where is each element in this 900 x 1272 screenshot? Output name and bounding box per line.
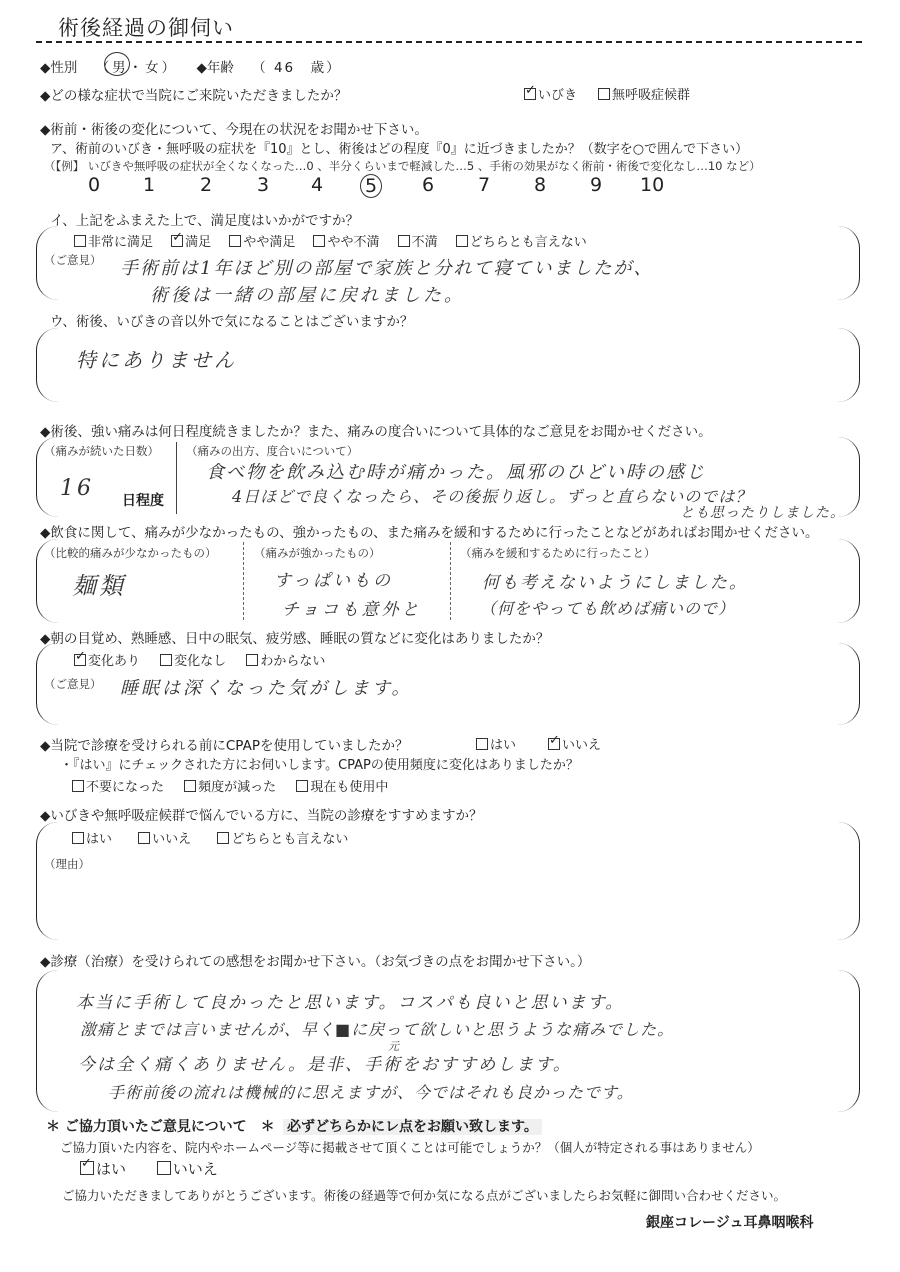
scale-value[interactable]: 7 <box>478 174 491 196</box>
q4-col3-answer-line2[interactable]: （何をやっても飲めば痛いので） <box>480 599 736 618</box>
q5-answer[interactable]: 睡眠は深くなった気がします。 <box>120 678 413 699</box>
scale-value[interactable]: 9 <box>590 174 603 196</box>
q7-reason-label: （理由） <box>44 857 90 871</box>
footer-note <box>46 1116 542 1136</box>
q6-sub-options <box>72 776 388 795</box>
footer-option-no[interactable]: いいえ <box>157 1160 218 1178</box>
q2b-answer-line1[interactable]: 手術前は1年ほど別の部屋で家族と分れて寝ていましたが、 <box>120 258 654 279</box>
checkbox-icon[interactable] <box>184 780 196 792</box>
q4-col1-label: （比較的痛みが少なかったもの） <box>44 546 217 560</box>
option-no[interactable]: いいえ <box>138 832 191 847</box>
checkbox-icon[interactable] <box>246 654 258 666</box>
q6-option-no[interactable]: ✓ いいえ <box>548 734 601 753</box>
q2b-text: イ、上記をふまえた上で、満足度はいかがですか？ <box>50 213 360 229</box>
q3-answer-line1[interactable]: 食べ物を飲み込む時が痛かった。風邪のひどい時の感じ <box>206 462 706 483</box>
option-neither[interactable]: どちらとも言えない <box>456 235 587 250</box>
age-value[interactable]: （ 46 歳） <box>252 60 342 76</box>
option-no-change[interactable]: 変化なし <box>160 654 226 669</box>
checkbox-icon[interactable] <box>476 738 488 750</box>
checkbox-icon[interactable] <box>313 235 325 247</box>
scale-value[interactable]: 3 <box>257 174 270 196</box>
q3-divider <box>176 442 177 514</box>
q4-col2-answer-line1[interactable]: すっぱいもの <box>274 571 393 591</box>
checkbox-checked-icon[interactable] <box>524 88 536 100</box>
gender-row <box>40 56 342 76</box>
footer-note-2: 必ずどちらかにレ点をお願い致します。 <box>283 1119 542 1135</box>
checkbox-icon[interactable] <box>296 780 308 792</box>
q1-text: ◆どの様な症状で当院にご来院いただきましたか？ <box>40 88 348 104</box>
q2-example: （【例】 いびきや無呼吸の症状が全くなくなった…0 、半分くらいまで軽減した…5 、手術の効果がなく術前・術後で変化なし…10 など） <box>44 159 761 173</box>
checkbox-icon[interactable] <box>74 235 86 247</box>
checkbox-icon[interactable] <box>229 235 241 247</box>
gender-male-circle <box>104 52 130 76</box>
checkbox-icon[interactable] <box>72 780 84 792</box>
checkbox-icon[interactable] <box>138 832 150 844</box>
option-somewhat-satisfied[interactable]: やや満足 <box>229 235 295 250</box>
q8-answer-line4[interactable]: 手術前後の流れは機械的に思えますが、今ではそれも良かったです。 <box>108 1083 634 1102</box>
q2c-text: ウ、術後、いびきの音以外で気になることはございますか？ <box>50 314 414 330</box>
checkbox-checked-icon[interactable] <box>74 654 86 666</box>
q7-text: ◆いびきや無呼吸症候群で悩んでいる方に、当院の診療をすすめますか？ <box>40 808 483 824</box>
scale-value[interactable]: 6 <box>422 174 435 196</box>
q2-text: ◆術前・術後の変化について、今現在の状況をお聞かせ下さい。 <box>40 122 428 138</box>
q3-days-unit: 日程度 <box>122 493 164 509</box>
option-somewhat-dissatisfied[interactable]: やや不満 <box>313 235 379 250</box>
footer-option-yes[interactable]: ✓はい <box>80 1160 126 1178</box>
checkbox-icon[interactable] <box>160 654 172 666</box>
q5-opinion-label: （ご意見） <box>44 677 102 691</box>
q2b-answer-line2[interactable]: 術後は一緒の部屋に戻れました。 <box>150 285 465 306</box>
q3-days-value[interactable]: 16 <box>60 476 94 501</box>
scale-value[interactable]: 1 <box>143 174 156 196</box>
footer-thanks: ご協力いただきましてありがとうございます。術後の経過等で何か気になる点がございましたらお気軽に御問い合わせください。 <box>62 1188 787 1203</box>
q6-text: ◆当院で診療を受けられる前にCPAPを使用していましたか？ <box>40 738 409 754</box>
checkbox-checked-icon[interactable] <box>80 1161 94 1175</box>
option-less-frequent[interactable]: 頻度が減った <box>184 780 276 795</box>
q5-options <box>74 650 325 669</box>
q2-sub-a: ア、術前のいびき・無呼吸の症状を『10』とし、術後はどの程度『0』に近づきましたか？（数字を○で囲んで下さい） <box>50 142 749 157</box>
q1-option-snoring[interactable]: ✓ いびき <box>524 84 577 103</box>
scale-value-selected[interactable]: 5 <box>360 174 382 198</box>
option-satisfied[interactable]: ✓ 満足 <box>171 235 211 250</box>
checkbox-icon[interactable] <box>456 235 468 247</box>
q4-col1-answer[interactable]: 麺類 <box>72 572 126 600</box>
q8-answer-line2-note[interactable]: 元 <box>388 1040 402 1053</box>
option-changed[interactable]: ✓変化あり <box>74 654 140 669</box>
q8-text: ◆診療（治療）を受けられての感想をお聞かせ下さい。（お気づきの点をお聞かせ下さい。） <box>40 954 591 970</box>
gender-value[interactable]: （男・女） <box>95 60 179 76</box>
q4-col3-answer-line1[interactable]: 何も考えないようにしました。 <box>482 573 748 593</box>
checkbox-icon[interactable] <box>217 832 229 844</box>
q4-divider-2 <box>450 542 451 620</box>
q3-answer-line2[interactable]: 4日ほどで良くなったら、その後振り返し。ずっと直らないのでは？ <box>232 487 753 506</box>
q5-text: ◆朝の目覚め、熟睡感、日中の眠気、疲労感、睡眠の質などに変化はありましたか？ <box>40 631 550 647</box>
scale-value[interactable]: 4 <box>311 174 324 196</box>
option-still-using[interactable]: 現在も使用中 <box>296 780 388 795</box>
q3-text: ◆術後、強い痛みは何日程度続きましたか？また、痛みの度合いについて具体的なご意見をお聞かせください。 <box>40 424 712 440</box>
scale-value[interactable]: 8 <box>534 174 547 196</box>
q4-text: ◆飲食に関して、痛みが少なかったもの、強かったもの、また痛みを緩和するために行ったことなどがあればお聞かせください。 <box>40 525 819 541</box>
q3-degree-label: （痛みの出方、度合いについて） <box>186 444 359 458</box>
footer-options <box>80 1158 218 1179</box>
q6-sub: ・『はい』にチェックされた方にお伺いします。CPAPの使用頻度に変化はありましたか？ <box>60 758 579 773</box>
satisfaction-options <box>74 231 587 250</box>
scale-value[interactable]: 10 <box>640 174 665 196</box>
footer-question: ご協力頂いた内容を、院内やホームページ等に掲載させて頂くことは可能でしょうか？（個人が特定される事はありません） <box>60 1140 760 1155</box>
q3-answer-line3[interactable]: とも思ったりしました。 <box>680 505 845 521</box>
checkbox-icon[interactable] <box>72 832 84 844</box>
q4-col3-label: （痛みを緩和するために行ったこと） <box>460 546 656 560</box>
scale-value[interactable]: 2 <box>200 174 213 196</box>
q8-answer-line1[interactable]: 本当に手術して良かったと思います。コスパも良いと思います。 <box>76 993 625 1013</box>
title-divider <box>36 41 862 43</box>
gender-label: ◆性別 <box>40 60 78 76</box>
q4-divider-1 <box>243 542 244 620</box>
option-no-longer-needed[interactable]: 不要になった <box>72 780 164 795</box>
option-neither[interactable]: どちらとも言えない <box>217 832 348 847</box>
checkbox-checked-icon[interactable] <box>171 235 183 247</box>
checkbox-checked-icon[interactable] <box>548 738 560 750</box>
clinic-name: 銀座コレージュ耳鼻咽喉科 <box>646 1215 814 1231</box>
checkbox-icon[interactable] <box>598 88 610 100</box>
option-very-satisfied[interactable]: 非常に満足 <box>74 235 153 250</box>
form-title: 術後経過の御伺い <box>58 16 234 40</box>
q2b-opinion-label: （ご意見） <box>44 253 102 267</box>
age-label: ◆年齢 <box>196 60 234 76</box>
option-unknown[interactable]: わからない <box>246 654 325 669</box>
q4-col2-answer-line2[interactable]: チョコも意外と <box>282 600 422 620</box>
q6-option-yes[interactable]: はい <box>476 734 516 753</box>
option-dissatisfied[interactable]: 不満 <box>398 235 438 250</box>
scale-value[interactable]: 0 <box>88 174 101 196</box>
checkbox-icon[interactable] <box>398 235 410 247</box>
q8-answer-line2[interactable]: 激痛とまでは言いませんが、早く■に戻って欲しいと思うような痛みでした。 <box>80 1020 675 1039</box>
option-yes[interactable]: はい <box>72 832 112 847</box>
q4-col2-label: （痛みが強かったもの） <box>254 546 381 560</box>
q7-options <box>72 828 348 847</box>
q2c-answer[interactable]: 特にありません <box>76 348 237 372</box>
q3-days-label: （痛みが続いた日数） <box>44 444 159 458</box>
q8-answer-line3[interactable]: 今は全く痛くありません。是非、手術をおすすめします。 <box>78 1055 572 1075</box>
footer-note-1: ＊ ご協力頂いたご意見について ＊ <box>46 1119 275 1135</box>
checkbox-icon[interactable] <box>157 1161 171 1175</box>
q1-option-apnea[interactable]: 無呼吸症候群 <box>598 84 690 103</box>
